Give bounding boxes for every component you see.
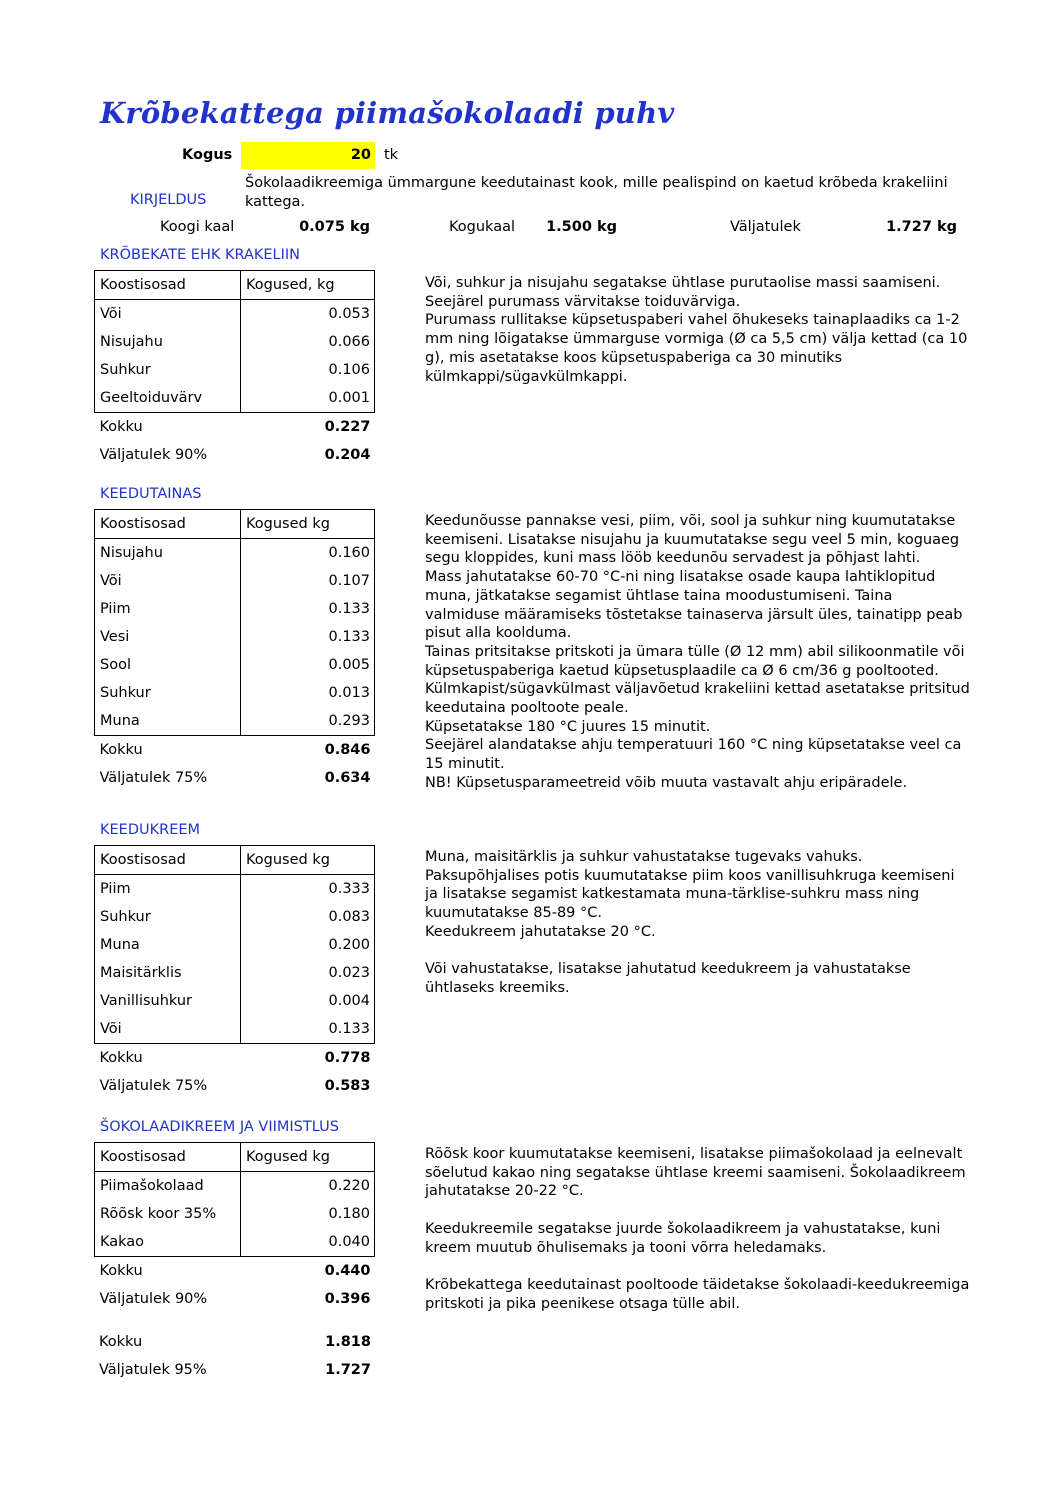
ingredient-amount: 0.040 xyxy=(241,1228,375,1257)
ingredient-name: Kakao xyxy=(95,1228,241,1257)
column-header-ingredients: Koostisosad xyxy=(95,510,241,539)
instruction-paragraph: Või vahustatakse, lisatakse jahutatud keedukreem ja vahustatakse ühtlaseks kreemiks. xyxy=(425,961,911,996)
page-title: Krõbekattega piimašokolaadi puhv xyxy=(100,96,675,130)
total-value: 0.778 xyxy=(324,1050,371,1066)
total-value: 0.440 xyxy=(324,1263,371,1279)
ingredient-amount: 0.133 xyxy=(241,623,375,651)
instruction-paragraph: Keedukreemile segatakse juurde šokolaadikreem ja vahustatakse, kuni kreem muutub õhulisemaks ja tooni võrra heledamaks. xyxy=(425,1220,941,1256)
grand-yield-value: 1.727 xyxy=(325,1362,371,1378)
ingredient-amount: 0.053 xyxy=(241,300,375,329)
column-header-ingredients: Koostisosad xyxy=(95,1143,241,1172)
ingredient-name: Piimašokolaad xyxy=(95,1172,241,1201)
ingredient-amount: 0.066 xyxy=(241,328,375,356)
valjatulek-label: Väljatulek xyxy=(730,219,801,235)
ingredient-name: Sool xyxy=(95,651,241,679)
ingredient-amount: 0.200 xyxy=(241,931,375,959)
instruction-paragraph: Krõbekattega keedutainast pooltoode täidetakse šokolaadi-keedukreemiga pritskoti ja pika peenikese otsaga tülle abil. xyxy=(425,1276,970,1312)
instruction-paragraph: Keedunõusse pannakse vesi, piim, või, sool ja suhkur ning kuumutatakse keemiseni. Lisatakse nisujahu ja kuumutatakse segu veel 5 min, koguaeg segu kloppides, kuni mass lööb keedunõu servadest ja põhjast lahti. xyxy=(425,513,960,567)
total-label: Kokku xyxy=(99,742,143,758)
section-title-sokolaadikreem: ŠOKOLAADIKREEM JA VIIMISTLUS xyxy=(100,1119,339,1135)
ingredient-name: Suhkur xyxy=(95,679,241,707)
ingredient-amount: 0.005 xyxy=(241,651,375,679)
yield-value: 0.634 xyxy=(324,770,371,786)
kirjeldus-label: KIRJELDUS xyxy=(130,192,207,208)
yield-label: Väljatulek 75% xyxy=(99,1078,208,1094)
ingredient-name: Vanillisuhkur xyxy=(95,987,241,1015)
grand-total-table xyxy=(94,1328,375,1384)
ingredient-amount: 0.001 xyxy=(241,384,375,413)
instruction-paragraph: Seejärel purumass värvitakse toiduvärviga. xyxy=(425,293,741,310)
column-header-ingredients: Koostisosad xyxy=(95,271,241,300)
grand-yield-label: Väljatulek 95% xyxy=(99,1362,207,1378)
grand-total-label: Kokku xyxy=(99,1334,143,1350)
ingredient-amount: 0.293 xyxy=(241,707,375,736)
ingredient-name: Piim xyxy=(95,595,241,623)
instruction-paragraph: Keedukreem jahutatakse 20 °C. xyxy=(425,923,656,940)
ingredient-amount: 0.107 xyxy=(241,567,375,595)
section-title-keedukreem: KEEDUKREEM xyxy=(100,822,201,838)
kogus-value[interactable]: 20 xyxy=(350,147,371,163)
section-title-keedutainas: KEEDUTAINAS xyxy=(100,486,202,502)
ingredients-table-sokolaadikreem xyxy=(94,1142,375,1313)
ingredient-name: Piim xyxy=(95,875,241,904)
ingredient-name: Või xyxy=(95,567,241,595)
ingredient-name: Suhkur xyxy=(95,356,241,384)
yield-label: Väljatulek 90% xyxy=(99,447,208,463)
instructions-keedutainas xyxy=(425,512,970,793)
ingredient-amount: 0.004 xyxy=(241,987,375,1015)
ingredients-table-keedutainas xyxy=(94,509,375,792)
yield-value: 0.204 xyxy=(324,447,371,463)
ingredient-amount: 0.333 xyxy=(241,875,375,904)
ingredient-amount: 0.180 xyxy=(241,1200,375,1228)
column-header-ingredients: Koostisosad xyxy=(95,846,241,875)
ingredient-amount: 0.106 xyxy=(241,356,375,384)
koogi-kaal-value: 0.075 kg xyxy=(299,219,370,235)
column-header-amounts: Kogused, kg xyxy=(241,271,375,300)
total-label: Kokku xyxy=(99,1050,143,1066)
ingredient-amount: 0.133 xyxy=(241,1015,375,1044)
instruction-paragraph: Mass jahutatakse 60-70 °C-ni ning lisatakse osade kaupa lahtiklopitud muna, jätkatakse segamist ühtlase taina moodustumiseni. Taina valmiduse määramiseks tõstetakse tainaserva järsult üles, tainatipp peab pisut alla koolduma. xyxy=(425,569,963,642)
ingredient-name: Või xyxy=(95,300,241,329)
ingredient-name: Või xyxy=(95,1015,241,1044)
kogukaal-label: Kogukaal xyxy=(449,219,515,235)
kirjeldus-text: Šokolaadikreemiga ümmargune keedutainast kook, mille pealispind on kaetud krõbeda krakeliini kattega. xyxy=(245,175,948,210)
total-value: 0.227 xyxy=(324,419,371,435)
instruction-paragraph: Või, suhkur ja nisujahu segatakse ühtlase purutaolise massi saamiseni. xyxy=(425,275,941,291)
ingredients-table-keedukreem xyxy=(94,845,375,1100)
total-value: 0.846 xyxy=(324,742,371,758)
grand-total-value: 1.818 xyxy=(325,1334,371,1350)
ingredient-amount: 0.013 xyxy=(241,679,375,707)
ingredient-name: Muna xyxy=(95,707,241,736)
ingredient-name: Suhkur xyxy=(95,903,241,931)
ingredient-name: Rõõsk koor 35% xyxy=(95,1200,241,1228)
ingredient-amount: 0.083 xyxy=(241,903,375,931)
total-label: Kokku xyxy=(99,419,143,435)
instruction-paragraph: Tainas pritsitakse pritskoti ja ümara tülle (Ø 12 mm) abil silikoonmatile või küpsetuspaberiga kaetud küpsetusplaadile ca Ø 6 cm/36 g pooltooted. xyxy=(425,643,965,679)
instruction-paragraph: Küpsetatakse 180 °C juures 15 minutit. xyxy=(425,718,711,735)
instruction-paragraph: Seejärel alandatakse ahju temperatuuri 160 °C ning küpsetatakse veel ca 15 minutit. xyxy=(425,737,962,773)
ingredient-amount: 0.023 xyxy=(241,959,375,987)
instructions-sokolaadikreem xyxy=(425,1145,970,1313)
ingredients-table-krakeliin xyxy=(94,270,375,469)
ingredient-name: Nisujahu xyxy=(95,539,241,568)
kogus-label: Kogus xyxy=(182,147,233,163)
column-header-amounts: Kogused kg xyxy=(241,1143,375,1172)
instructions-krakeliin xyxy=(425,274,970,386)
instruction-paragraph: Muna, maisitärklis ja suhkur vahustatakse tugevaks vahuks. Paksupõhjalises potis kuumutatakse piim koos vanillisuhkruga keemiseni ja lisatakse segamist katkestamata muna-tärklise-suhkru mass ning kuumutatakse 85-89 °C. xyxy=(425,849,955,922)
instructions-keedukreem xyxy=(425,848,970,998)
instruction-paragraph: Külmkapist/sügavkülmast väljavõetud krakeliini kettad asetatakse pritsitud keedutaina pooltoote peale. xyxy=(425,681,970,717)
section-title-krakeliin: KRÕBEKATE EHK KRAKELIIN xyxy=(100,247,301,263)
instruction-paragraph: Rõõsk koor kuumutatakse keemiseni, lisatakse piimašokolaad ja eelnevalt sõelutud kakao ning segatakse ühtlase kreemi saamiseni. Šokolaadikreem jahutatakse 20-22 °C. xyxy=(425,1146,966,1200)
column-header-amounts: Kogused kg xyxy=(241,510,375,539)
valjatulek-value: 1.727 kg xyxy=(886,219,957,235)
ingredient-amount: 0.220 xyxy=(241,1172,375,1201)
yield-label: Väljatulek 75% xyxy=(99,770,208,786)
instruction-paragraph: NB! Küpsetusparameetreid võib muuta vastavalt ahju eripäradele. xyxy=(425,774,908,791)
ingredient-name: Nisujahu xyxy=(95,328,241,356)
ingredient-name: Muna xyxy=(95,931,241,959)
yield-label: Väljatulek 90% xyxy=(99,1291,208,1307)
column-header-amounts: Kogused kg xyxy=(241,846,375,875)
total-label: Kokku xyxy=(99,1263,143,1279)
ingredient-amount: 0.133 xyxy=(241,595,375,623)
ingredient-name: Geeltoiduvärv xyxy=(95,384,241,413)
kogus-unit: tk xyxy=(384,147,399,163)
ingredient-amount: 0.160 xyxy=(241,539,375,568)
yield-value: 0.583 xyxy=(324,1078,371,1094)
ingredient-name: Vesi xyxy=(95,623,241,651)
instruction-paragraph: Purumass rullitakse küpsetuspaberi vahel õhukeseks tainaplaadiks ca 1-2 mm ning lõigatakse ümmarguse vormiga (Ø ca 5,5 cm) välja kettad (ca 10 g), mis asetatakse koos küpsetuspaberiga ca 30 minutiks külmkappi/sügavkülmkappi. xyxy=(425,312,968,385)
kogukaal-value: 1.500 kg xyxy=(546,219,617,235)
yield-value: 0.396 xyxy=(324,1291,371,1307)
ingredient-name: Maisitärklis xyxy=(95,959,241,987)
koogi-kaal-label: Koogi kaal xyxy=(160,219,235,235)
